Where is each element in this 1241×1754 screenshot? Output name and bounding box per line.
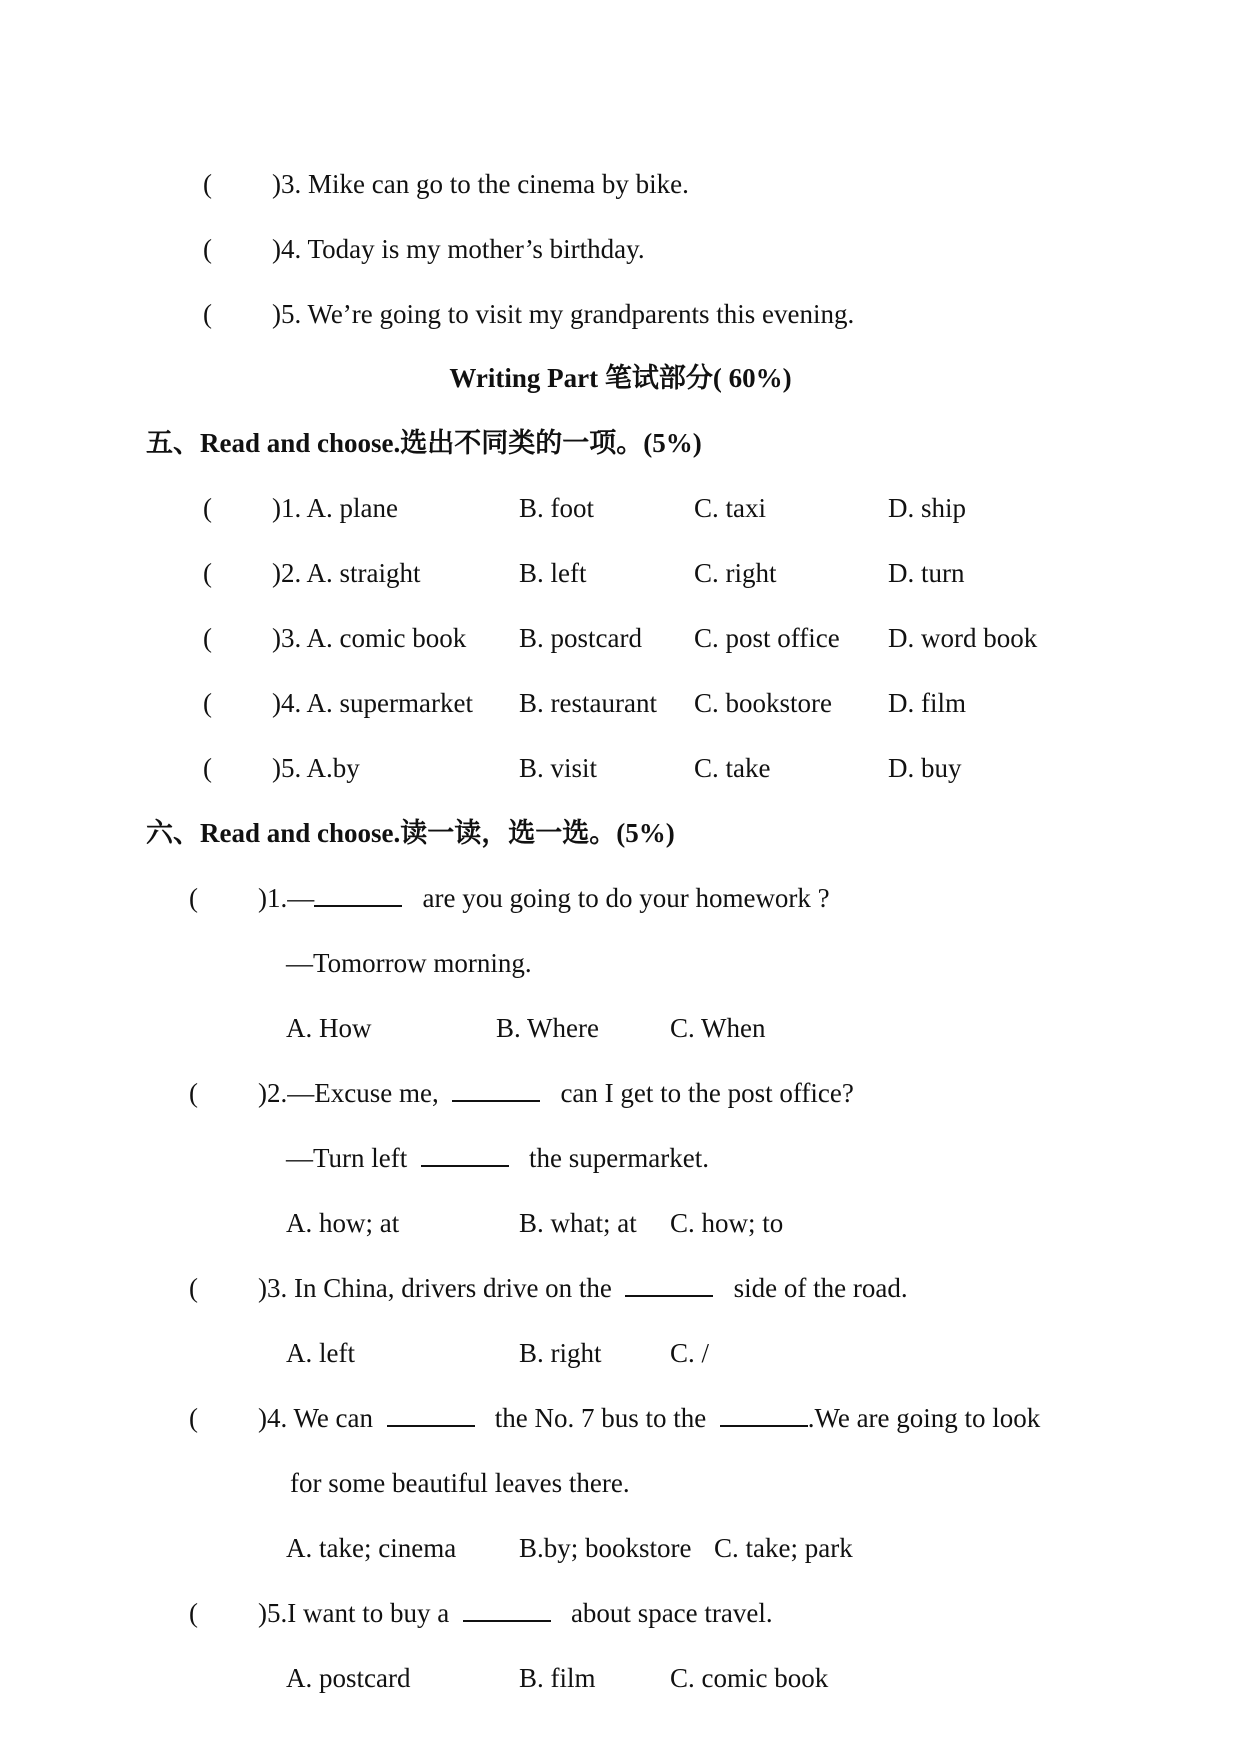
response-start: —Turn left: [286, 1143, 408, 1173]
option-c: C. comic book: [670, 1663, 829, 1693]
option-a: A. left: [286, 1338, 355, 1368]
option-b: B. left: [519, 558, 587, 588]
question-middle: the No. 7 bus to the: [494, 1403, 707, 1433]
answer-paren: (: [203, 688, 212, 718]
statement-4: )4. Today is my mother’s birthday.: [272, 234, 645, 264]
option-d: D. film: [888, 688, 966, 718]
question-rest: .We are going to look: [807, 1403, 1041, 1433]
section-6-heading: 六、Read and choose.读一读，选一选。(5%): [146, 818, 675, 848]
option-c: C. taxi: [694, 493, 766, 523]
option-b: B. film: [519, 1663, 596, 1693]
question-text: [258, 1402, 1040, 1434]
writing-part-title: Writing Part 笔试部分( 60%): [449, 363, 792, 393]
question-text: [258, 1597, 773, 1629]
question-number: )2.—Excuse me,: [258, 1078, 439, 1108]
statement-5: )5. We’re going to visit my grandparents this evening.: [272, 299, 855, 329]
option-a: )2. A. straight: [272, 558, 421, 588]
question-rest: are you going to do your homework ?: [422, 883, 830, 913]
answer-paren: (: [203, 493, 212, 523]
option-c: C. take; park: [714, 1533, 853, 1563]
answer-paren: (: [189, 883, 198, 913]
answer-paren: (: [189, 1403, 198, 1433]
answer-paren: (: [203, 753, 212, 783]
statement-3: )3. Mike can go to the cinema by bike.: [272, 169, 689, 199]
answer-paren: (: [189, 1598, 198, 1628]
fill-blank: [421, 1143, 509, 1167]
option-d: D. word book: [888, 623, 1038, 653]
fill-blank: [452, 1078, 540, 1102]
option-c: C. right: [694, 558, 777, 588]
question-text: [258, 1272, 908, 1304]
option-c: C. bookstore: [694, 688, 832, 718]
answer-paren: (: [203, 169, 212, 199]
response-line: [286, 1142, 709, 1174]
option-b: B. right: [519, 1338, 602, 1368]
option-d: D. turn: [888, 558, 965, 588]
response-line: —Tomorrow morning.: [286, 948, 532, 978]
option-c: C. how; to: [670, 1208, 784, 1238]
option-b: B. foot: [519, 493, 595, 523]
option-a: A. how; at: [286, 1208, 400, 1238]
option-d: D. ship: [888, 493, 967, 523]
question-text: [258, 1077, 854, 1109]
answer-paren: (: [203, 299, 212, 329]
response-rest: the supermarket.: [529, 1143, 709, 1173]
option-b: B. Where: [496, 1013, 599, 1043]
option-c: C. /: [670, 1338, 710, 1368]
option-a: )3. A. comic book: [272, 623, 467, 653]
option-b: B. postcard: [519, 623, 642, 653]
answer-paren: (: [203, 623, 212, 653]
option-a: A. postcard: [286, 1663, 411, 1693]
option-b: B. visit: [519, 753, 598, 783]
fill-blank: [720, 1403, 808, 1427]
option-d: D. buy: [888, 753, 962, 783]
fill-blank: [463, 1598, 551, 1622]
question-text: [258, 882, 830, 914]
answer-paren: (: [203, 234, 212, 264]
question-rest: side of the road.: [733, 1273, 908, 1303]
question-continuation: for some beautiful leaves there.: [290, 1468, 630, 1498]
answer-paren: (: [203, 558, 212, 588]
fill-blank: [387, 1403, 475, 1427]
answer-paren: (: [189, 1078, 198, 1108]
answer-paren: (: [189, 1273, 198, 1303]
question-rest: about space travel.: [570, 1598, 773, 1628]
question-number: )3. In China, drivers drive on the: [258, 1273, 612, 1303]
question-number: )1.—: [258, 883, 315, 913]
section-5-heading: 五、Read and choose.选出不同类的一项。(5%): [146, 428, 702, 458]
option-a: )1. A. plane: [272, 493, 398, 523]
option-b: B. restaurant: [519, 688, 657, 718]
option-c: C. When: [670, 1013, 766, 1043]
option-a: )4. A. supermarket: [272, 688, 473, 718]
option-c: C. take: [694, 753, 771, 783]
option-b: B.by; bookstore: [519, 1533, 692, 1563]
option-a: A. take; cinema: [286, 1533, 457, 1563]
option-a: A. How: [286, 1013, 372, 1043]
question-number: )4. We can: [258, 1403, 374, 1433]
fill-blank: [625, 1273, 713, 1297]
question-rest: can I get to the post office?: [560, 1078, 854, 1108]
option-a: )5. A.by: [272, 753, 360, 783]
question-number: )5.I want to buy a: [258, 1598, 450, 1628]
fill-blank: [314, 883, 402, 907]
option-b: B. what; at: [519, 1208, 637, 1238]
option-c: C. post office: [694, 623, 840, 653]
